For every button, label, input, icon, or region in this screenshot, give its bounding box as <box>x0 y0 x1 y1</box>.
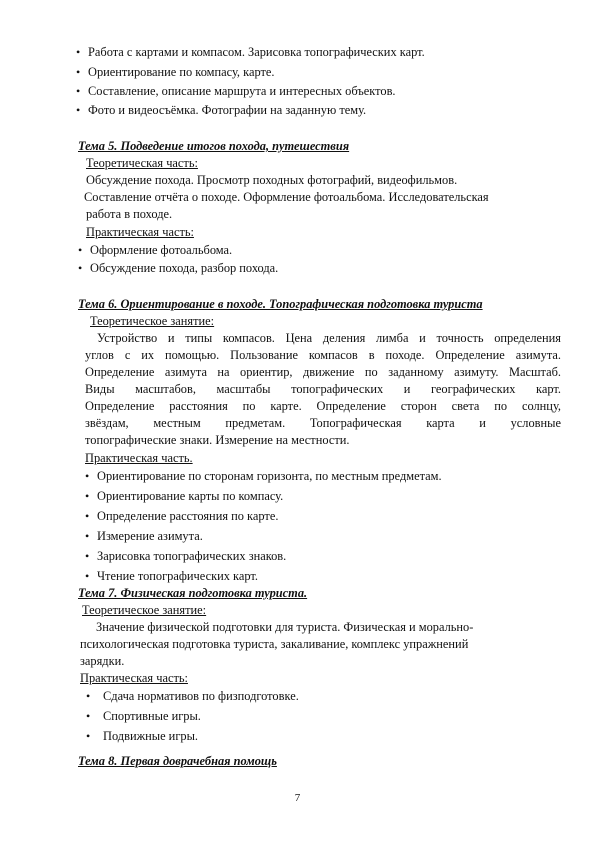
list-item: • Подвижные игры. <box>86 729 199 743</box>
bullet-icon: • <box>86 689 91 703</box>
bullet-icon: • <box>76 45 81 59</box>
topic-6-theory-line: Устройство и типы компасов. Цена деления лимба и точность определения <box>97 331 561 345</box>
list-item: • Ориентирование по компасу, карте. <box>76 65 275 79</box>
topic-6-theory-line: углов с их помощью. Пользование компасов в походе. Определение азимута. <box>85 348 561 362</box>
bullet-icon: • <box>78 243 83 257</box>
topic-7-practice-label: Практическая часть: <box>80 671 188 685</box>
bullet-icon: • <box>86 729 91 743</box>
bullet-icon: • <box>76 103 81 117</box>
topic-7-title: Тема 7. Физическая подготовка туриста. <box>78 586 308 600</box>
list-item: • Работа с картами и компасом. Зарисовка топографических карт. <box>76 45 425 59</box>
list-item: • Сдача нормативов по физподготовке. <box>86 689 299 703</box>
topic-5-practice-label: Практическая часть: <box>86 225 194 239</box>
topic-6-theory-line: Определение расстояния по карте. Определение сторон света по солнцу, <box>85 399 561 413</box>
bullet-icon: • <box>85 569 90 583</box>
topic-7-theory-line: зарядки. <box>80 654 125 668</box>
topic-6-theory-line: Виды масштабов, масштабы топографических и географических карт. <box>85 382 561 396</box>
topic-7-theory-line: психологическая подготовка туриста, закаливание, комплекс упражнений <box>80 637 469 651</box>
topic-6-theory-line: Определение азимута на ориентир, движение по заданному азимуту. Масштаб. <box>85 365 561 379</box>
topic-8-title: Тема 8. Первая доврачебная помощь <box>78 754 277 768</box>
bullet-icon: • <box>85 469 90 483</box>
topic-6-theory-line: звёздам, местным предметам. Топографическая карта и условные <box>85 416 561 430</box>
list-item: • Ориентирование карты по компасу. <box>85 489 284 503</box>
topic-5-theory-label: Теоретическая часть: <box>86 156 198 170</box>
page-number: 7 <box>294 792 301 804</box>
bullet-icon: • <box>85 529 90 543</box>
list-item: • Составление, описание маршрута и интересных объектов. <box>76 84 396 98</box>
topic-6-practice-label: Практическая часть. <box>85 451 193 465</box>
bullet-icon: • <box>76 84 81 98</box>
bullet-icon: • <box>78 261 83 275</box>
list-item: • Зарисовка топографических знаков. <box>85 549 287 563</box>
topic-6-theory-line: топографические знаки. Измерение на местности. <box>85 433 350 447</box>
list-item: • Чтение топографических карт. <box>85 569 258 583</box>
topic-7-theory-line: Значение физической подготовки для туриста. Физическая и морально- <box>96 620 474 634</box>
list-item: • Обсуждение похода, разбор похода. <box>78 261 279 275</box>
bullet-icon: • <box>85 489 90 503</box>
list-item: • Спортивные игры. <box>86 709 201 723</box>
topic-5-theory-line: работа в походе. <box>86 207 173 221</box>
list-item: • Фото и видеосъёмка. Фотографии на заданную тему. <box>76 103 367 117</box>
bullet-icon: • <box>85 509 90 523</box>
topic-5-title: Тема 5. Подведение итогов похода, путешествия <box>78 139 350 153</box>
topic-6-theory-label: Теоретическое занятие: <box>90 314 215 328</box>
bullet-icon: • <box>85 549 90 563</box>
bullet-icon: • <box>76 65 81 79</box>
topic-6-title: Тема 6. Ориентирование в походе. Топографическая подготовка туриста <box>78 297 483 311</box>
bullet-icon: • <box>86 709 91 723</box>
topic-5-theory-line: Составление отчёта о походе. Оформление фотоальбома. Исследовательская <box>84 190 489 204</box>
list-item: • Измерение азимута. <box>85 529 203 543</box>
list-item: • Оформление фотоальбома. <box>78 243 233 257</box>
topic-5-theory-line: Обсуждение похода. Просмотр походных фотографий, видеофильмов. <box>86 173 458 187</box>
list-item: • Ориентирование по сторонам горизонта, по местным предметам. <box>85 469 442 483</box>
list-item: • Определение расстояния по карте. <box>85 509 279 523</box>
topic-7-theory-label: Теоретическое занятие: <box>82 603 207 617</box>
